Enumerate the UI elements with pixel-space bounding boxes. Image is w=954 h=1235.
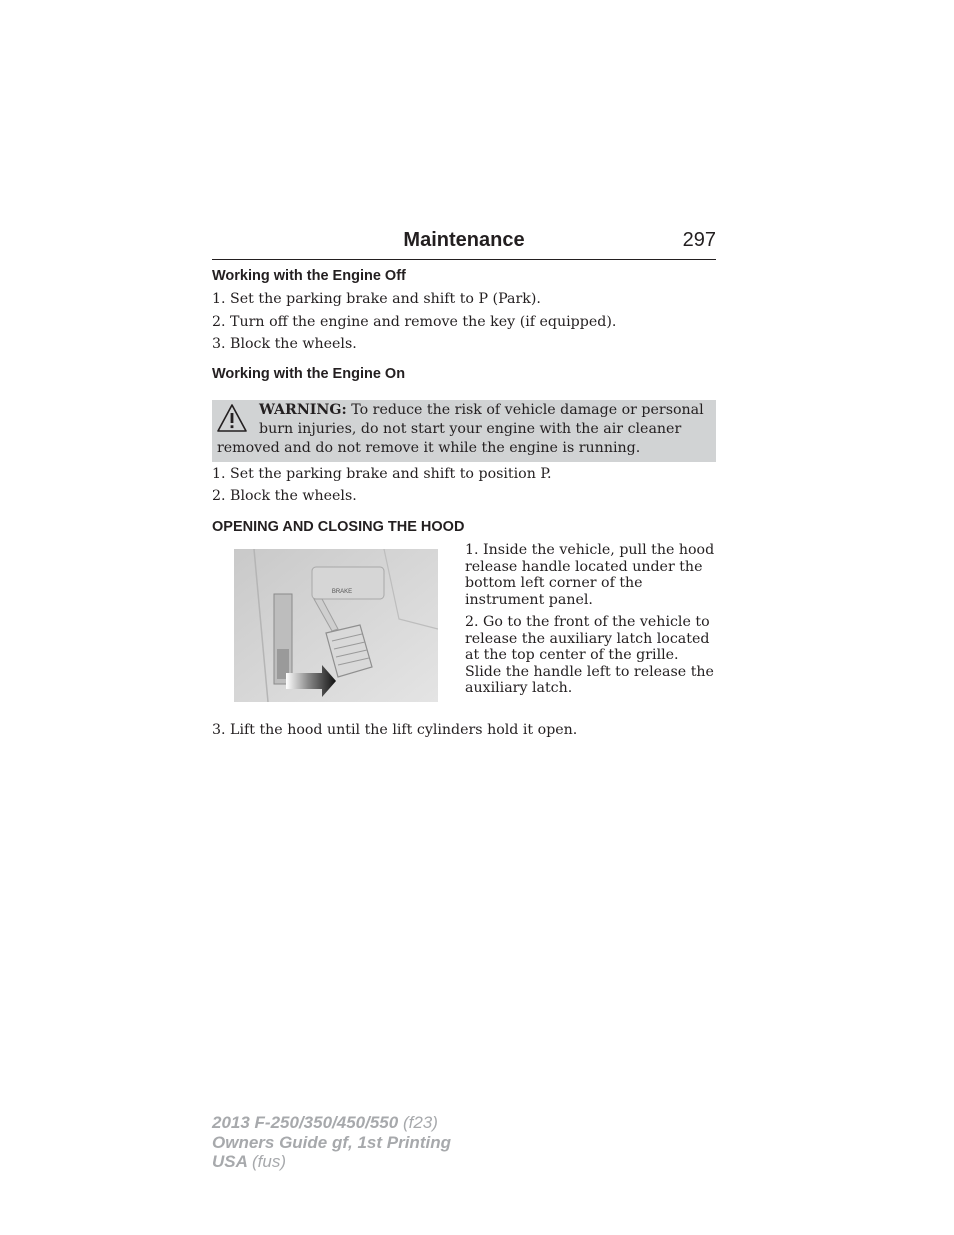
- warning-text-1: To reduce the risk of vehicle damage or personal: [351, 402, 704, 418]
- hood-step-1: 1. Inside the vehicle, pull the hood release handle located under the bottom left corner of the instrument panel.: [465, 542, 715, 608]
- footer-model-code: (f23): [402, 1113, 438, 1132]
- warning-line-3: removed and do not remove it while the engine is running.: [217, 440, 641, 456]
- engine-off-step-1: 1. Set the parking brake and shift to P (Park).: [212, 291, 541, 307]
- footer-model: 2013 F-250/350/450/550: [212, 1113, 399, 1132]
- engine-off-step-2: 2. Turn off the engine and remove the key (if equipped).: [212, 314, 617, 330]
- footer-line-1: [212, 1113, 451, 1133]
- engine-off-heading: Working with the Engine Off: [212, 268, 406, 284]
- brake-label: BRAKE: [331, 589, 353, 595]
- engine-on-heading: Working with the Engine On: [212, 366, 406, 382]
- section-title: Maintenance: [403, 229, 525, 251]
- footer-line-2: Owners Guide gf, 1st Printing: [212, 1132, 451, 1152]
- engine-on-step-1: 1. Set the parking brake and shift to position P.: [212, 466, 552, 482]
- hood-step-3: 3. Lift the hood until the lift cylinders hold it open.: [212, 722, 578, 738]
- footer-region-code: (fus): [252, 1152, 286, 1171]
- document-footer: [212, 1113, 451, 1172]
- warning-triangle-icon: [216, 403, 248, 433]
- hood-step-2: 2. Go to the front of the vehicle to release the auxiliary latch located at the top center of the grille. Slide the handle left to release the auxiliary latch.: [465, 614, 714, 696]
- warning-line-2: burn injuries, do not start your engine with the air cleaner: [259, 421, 682, 437]
- footer-region: USA: [212, 1152, 248, 1171]
- hood-heading: OPENING AND CLOSING THE HOOD: [212, 519, 465, 535]
- hood-release-illustration: [234, 549, 438, 702]
- page-number: 297: [682, 229, 716, 251]
- warning-line-1: [259, 401, 704, 420]
- warning-box: [212, 400, 716, 462]
- engine-on-step-2: 2. Block the wheels.: [212, 488, 357, 504]
- warning-label: WARNING:: [259, 402, 347, 418]
- engine-off-step-3: 3. Block the wheels.: [212, 336, 357, 352]
- footer-line-3: [212, 1152, 451, 1172]
- page-header: [212, 229, 716, 260]
